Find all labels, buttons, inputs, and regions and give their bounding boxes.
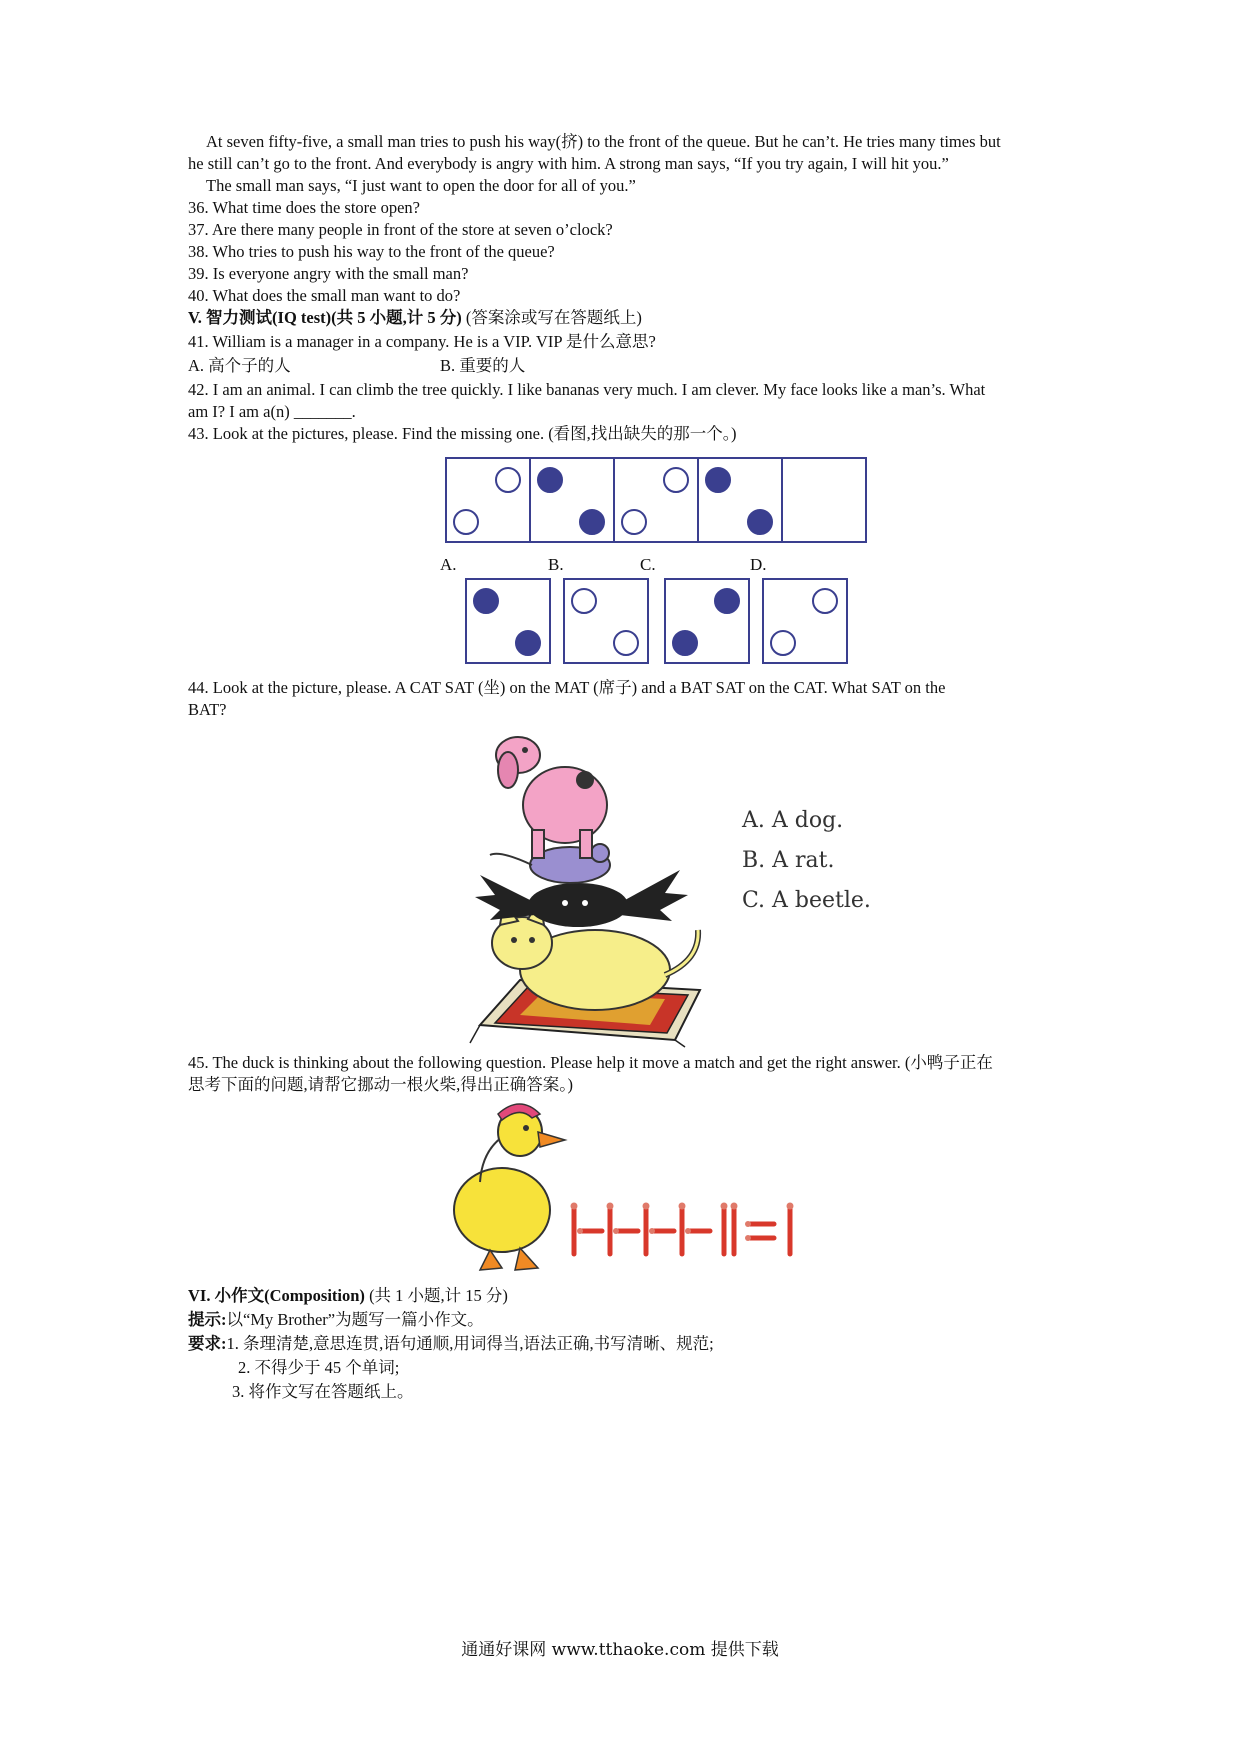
hollow-dot — [495, 467, 521, 493]
hollow-dot — [663, 467, 689, 493]
passage-line-2: he still can’t go to the front. And everybody is angry with him. A strong man says, “If you try again, I will hit you.” — [188, 154, 949, 173]
q43-option-c-label: C. — [640, 555, 656, 574]
section-6-note: (共 1 小题,计 15 分) — [364, 1286, 508, 1305]
hollow-dot — [453, 509, 479, 535]
seq-cell-2 — [529, 457, 615, 543]
question-43: 43. Look at the pictures, please. Find the missing one. (看图,找出缺失的那一个。) — [188, 424, 737, 443]
passage-line-3: The small man says, “I just want to open the door for all of you.” — [206, 176, 636, 195]
filled-dot — [747, 509, 773, 535]
animal-stack-illustration — [460, 725, 720, 1050]
requirements-label: 要求: — [188, 1334, 227, 1353]
filled-dot — [515, 630, 541, 656]
hollow-dot — [613, 630, 639, 656]
filled-dot — [473, 588, 499, 614]
q43-option-b-label: B. — [548, 555, 564, 574]
q43-option-d-label: D. — [750, 555, 767, 574]
filled-dot — [537, 467, 563, 493]
seq-cell-1 — [445, 457, 531, 543]
composition-requirement-3: 3. 将作文写在答题纸上。 — [232, 1382, 414, 1401]
question-38: 38. Who tries to push his way to the front of the queue? — [188, 242, 555, 261]
composition-requirement-1 — [188, 1333, 714, 1355]
question-44-line-1: 44. Look at the picture, please. A CAT SAT (坐) on the MAT (席子) and a BAT SAT on the CAT. What SAT on the — [188, 678, 946, 697]
q43-option-a-label: A. — [440, 555, 457, 574]
page-footer: 通通好课网 www.tthaoke.com 提供下载 — [461, 1640, 779, 1660]
q43-option-b — [563, 578, 649, 664]
q43-option-c — [664, 578, 750, 664]
section-6-heading — [188, 1285, 508, 1307]
section-5-note: (答案涂或写在答题纸上) — [461, 308, 642, 327]
duck-icon — [440, 1092, 570, 1277]
dog-icon — [496, 737, 607, 858]
q44-option-a: A. A dog. — [742, 808, 844, 833]
composition-requirement-2: 2. 不得少于 45 个单词; — [238, 1358, 400, 1377]
composition-hint — [188, 1309, 484, 1331]
section-5-heading — [188, 307, 642, 329]
question-40: 40. What does the small man want to do? — [188, 286, 461, 305]
hint-label: 提示: — [188, 1310, 227, 1329]
hollow-dot — [571, 588, 597, 614]
seq-cell-4 — [697, 457, 783, 543]
q41-option-b: B. 重要的人 — [440, 356, 526, 375]
passage-line-1: At seven fifty-five, a small man tries to push his way(挤) to the front of the queue. But he can’t. He tries many times but — [206, 132, 1001, 151]
question-42-line-2: am I? I am a(n) _______. — [188, 402, 356, 421]
filled-dot — [579, 509, 605, 535]
section-5-title: V. 智力测试(IQ test)(共 5 小题,计 5 分) — [188, 308, 462, 327]
hollow-dot — [621, 509, 647, 535]
question-45-line-1: 45. The duck is thinking about the following question. Please help it move a match and get the right answer. (小鸭子正在 — [188, 1053, 993, 1072]
hint-text: 以“My Brother”为题写一篇小作文。 — [226, 1310, 484, 1329]
q44-option-b: B. A rat. — [742, 848, 835, 873]
question-41: 41. William is a manager in a company. He is a VIP. VIP 是什么意思? — [188, 332, 656, 351]
hollow-dot — [770, 630, 796, 656]
section-6-title: VI. 小作文(Composition) — [188, 1286, 365, 1305]
q41-option-a: A. 高个子的人 — [188, 356, 291, 375]
question-36: 36. What time does the store open? — [188, 198, 421, 217]
question-37: 37. Are there many people in front of the store at seven o’clock? — [188, 220, 613, 239]
seq-cell-missing — [781, 457, 867, 543]
filled-dot — [672, 630, 698, 656]
q43-option-a — [465, 578, 551, 664]
question-44-line-2: BAT? — [188, 700, 227, 719]
question-45-line-2: 思考下面的问题,请帮它挪动一根火柴,得出正确答案。) — [188, 1075, 573, 1094]
filled-dot — [714, 588, 740, 614]
q44-option-c: C. A beetle. — [742, 888, 871, 913]
hollow-dot — [812, 588, 838, 614]
q43-option-d — [762, 578, 848, 664]
requirement-1: 1. 条理清楚,意思连贯,语句通顺,用词得当,语法正确,书写清晰、规范; — [226, 1334, 714, 1353]
question-39: 39. Is everyone angry with the small man? — [188, 264, 469, 283]
filled-dot — [705, 467, 731, 493]
seq-cell-3 — [613, 457, 699, 543]
question-42-line-1: 42. I am an animal. I can climb the tree quickly. I like bananas very much. I am clever. My face looks like a man’s. What — [188, 380, 986, 399]
matchstick-equation — [568, 1200, 858, 1262]
